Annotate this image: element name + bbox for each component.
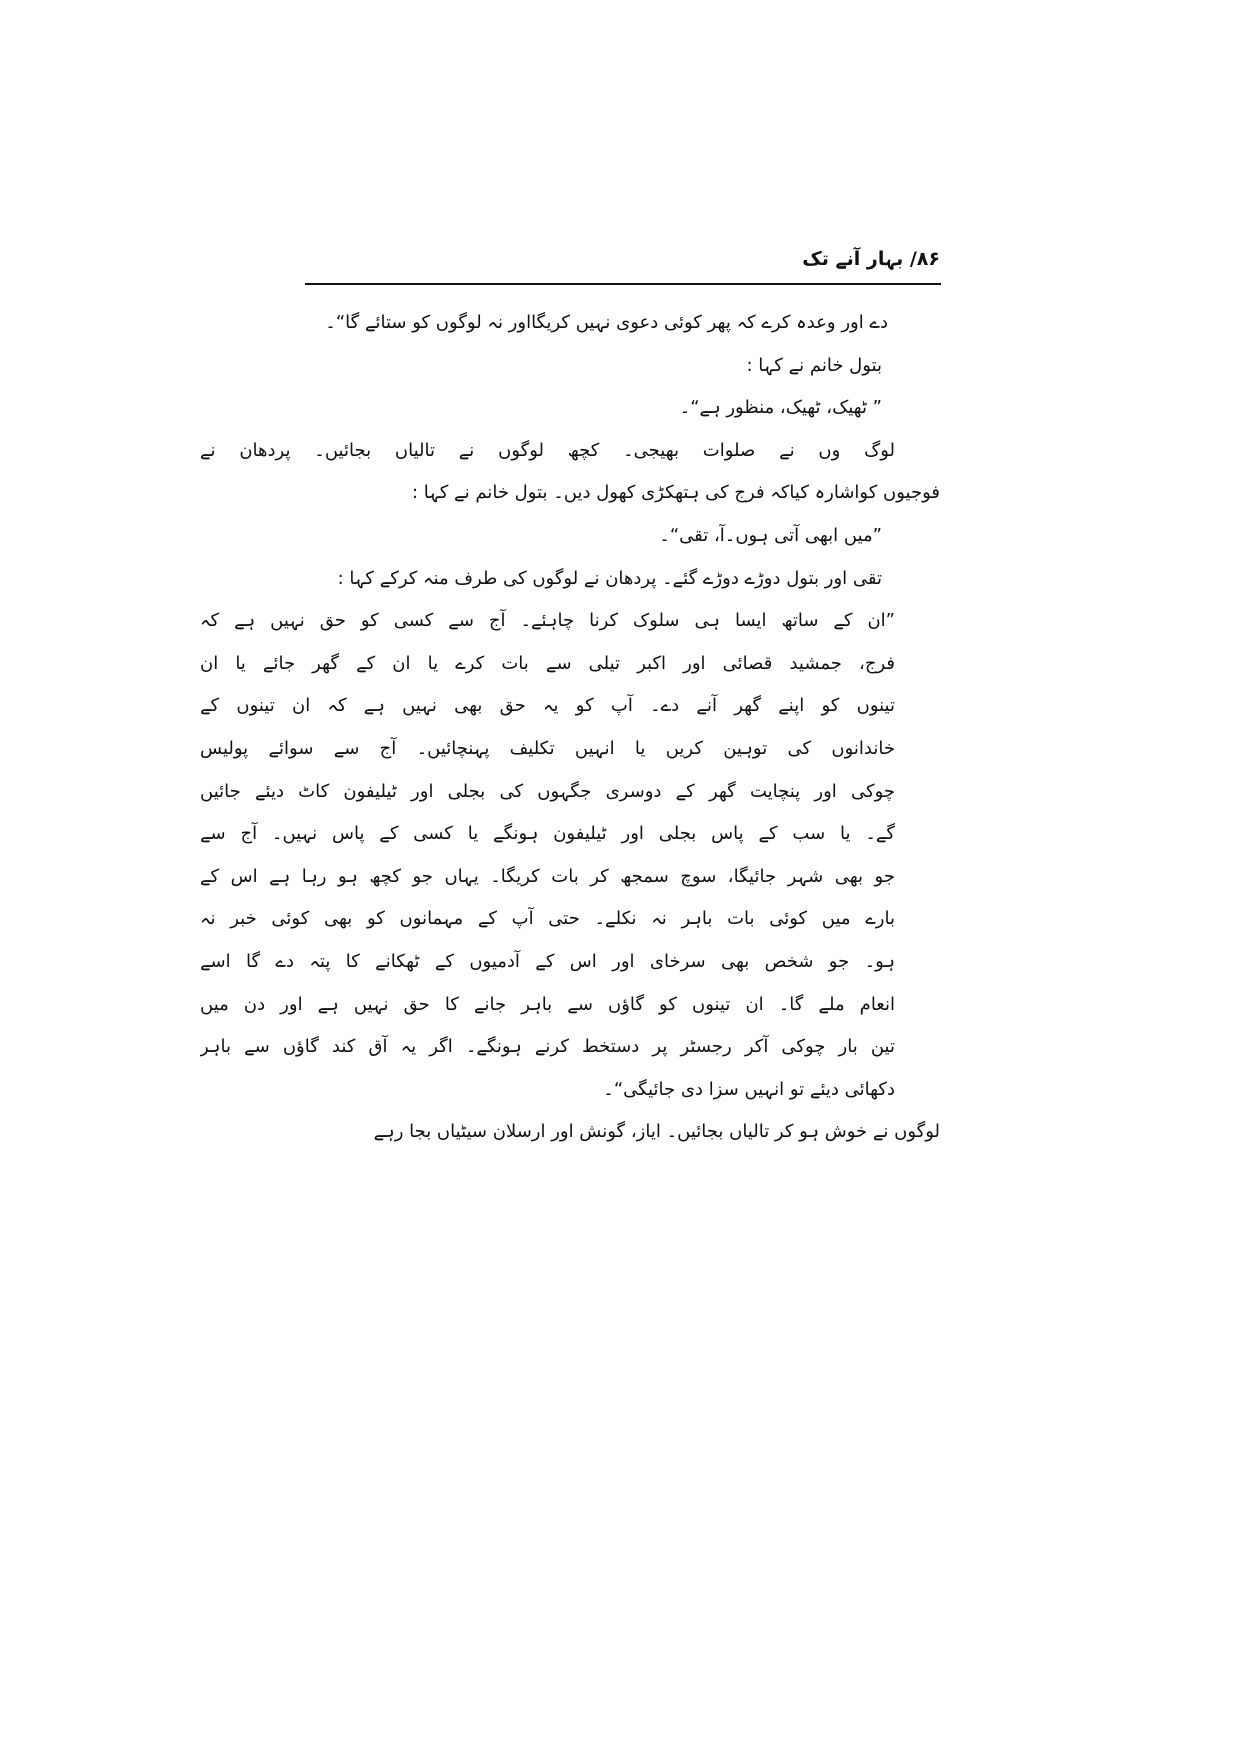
text-line: تقی اور بتول دوڑے دوڑے گئے۔ پردھان نے لوگوں کی طرف منہ کرکے کہا : [337, 567, 882, 589]
header-divider [305, 283, 941, 285]
running-header: ۸۶/ بہار آنے تک [802, 248, 940, 270]
text-line: بارے میں کوئی بات باہر نہ نکلے۔ حتی آپ کے مہمانوں کو بھی کوئی خبر نہ [200, 908, 895, 930]
text-line: چوکی اور پنچایت گھر کے دوسری جگہوں کی بجلی اور ٹیلیفون کاٹ دیئے جائیں [200, 780, 895, 802]
text-line: تینوں کو اپنے گھر آنے دے۔ آپ کو یہ حق بھی نہیں ہے کہ ان تینوں کے [200, 695, 895, 717]
page-body-text [200, 302, 940, 1154]
text-line: دکھائی دیئے تو انہیں سزا دی جائیگی“۔ [603, 1078, 895, 1100]
text-line: خاندانوں کی توہین کریں یا انہیں تکلیف پہنچائیں۔ آج سے سوائے پولیس [200, 737, 895, 759]
text-line: لوگ وں نے صلوات بھیجی۔ کچھ لوگوں نے تالیاں بجائیں۔ پردھان نے [200, 439, 895, 461]
text-line: جو بھی شہر جائیگا، سوچ سمجھ کر بات کریگا۔ یہاں جو کچھ ہو رہا ہے اس کے [200, 865, 895, 887]
text-line: ” ٹھیک، ٹھیک، منظور ہے“۔ [679, 397, 882, 419]
text-line: انعام ملے گا۔ ان تینوں کو گاؤں سے باہر جانے کا حق نہیں ہے اور دن میں [200, 993, 895, 1015]
text-line: دے اور وعدہ کرے کہ پھر کوئی دعوی نہیں کریگااور نہ لوگوں کو ستائے گا“۔ [325, 312, 888, 333]
text-line: فرج، جمشید قصائی اور اکبر تیلی سے بات کرے یا ان کے گھر جائے یا ان [200, 652, 895, 674]
text-line: لوگوں نے خوش ہو کر تالیاں بجائیں۔ ایاز، گونش اور ارسلان سیٹیاں بجا رہے [373, 1121, 940, 1143]
text-line: تین بار چوکی آکر رجسٹر پر دستخط کرنے ہونگے۔ اگر یہ آق کند گاؤں سے باہر [200, 1036, 895, 1058]
text-line: ہو۔ جو شخص بھی سرخای اور اس کے آدمیوں کے ٹھکانے کا پتہ دے گا اسے [200, 950, 895, 972]
text-line: فوجیوں کواشارہ کیاکہ فرج کی ہتھکڑی کھول دیں۔ بتول خانم نے کہا : [411, 482, 940, 504]
text-line: گے۔ یا سب کے پاس بجلی اور ٹیلیفون ہونگے یا کسی کے پاس نہیں۔ آج سے [200, 823, 895, 845]
text-line: بتول خانم نے کہا : [746, 354, 882, 376]
text-line: ”میں ابھی آتی ہوں۔آ، تقی“۔ [659, 524, 882, 546]
text-line: ”ان کے ساتھ ایسا ہی سلوک کرنا چاہئے۔ آج سے کسی کو حق نہیں ہے کہ [200, 610, 895, 632]
